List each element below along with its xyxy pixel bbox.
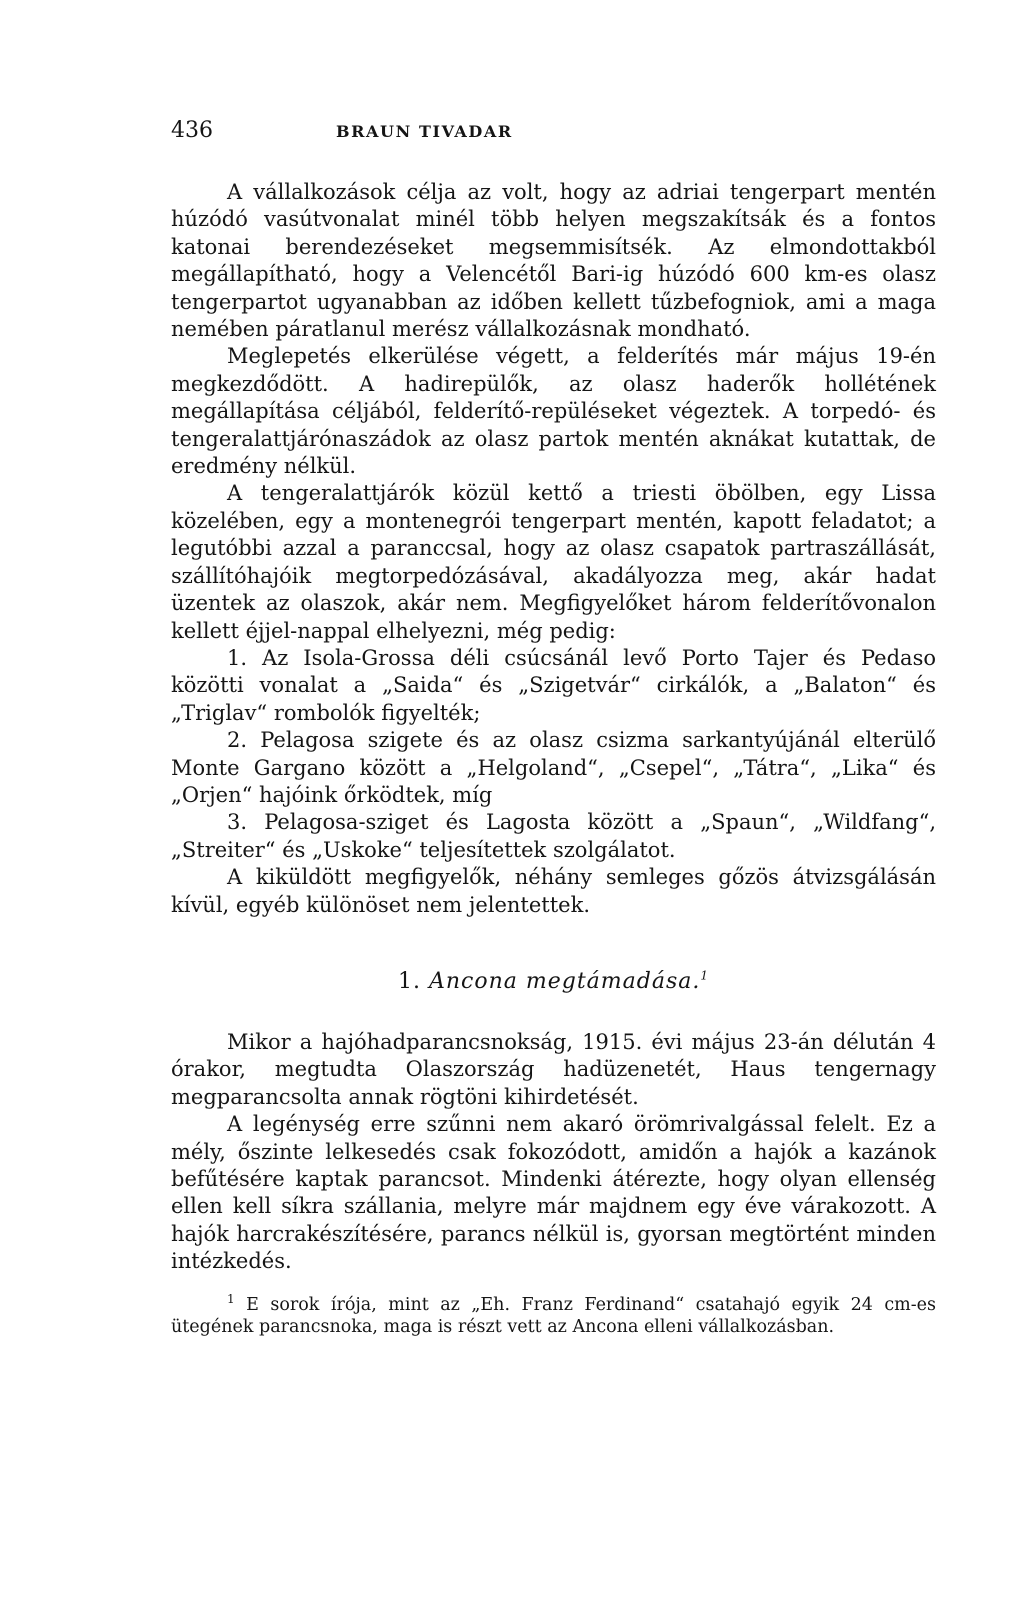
footnote: [171, 1291, 936, 1338]
paragraph: Mikor a hajóhadparancsnokság, 1915. évi május 23-án délután 4 órakor, megtudta Olaszország hadüzenetét, Haus tengernagy megparancsolta annak rögtöni kihirdetését.: [171, 1029, 936, 1109]
paragraph: Meglepetés elkerülése végett, a felderítés már május 19-én megkezdődött. A hadirepülők, az olasz haderők hollétének megállapítása céljából, felderítő-repüléseket végeztek. A torpedó- és tengeralattjárónaszádok az olasz partok mentén aknákat kutattak, de eredmény nélkül.: [171, 344, 936, 479]
paragraph: A kiküldött megfigyelők, néhány semleges gőzös átvizsgálásán kívül, egyéb különöset nem jelentettek.: [171, 865, 936, 917]
footnote-text: E sorok írója, mint az „Eh. Franz Ferdinand“ csatahajó egyik 24 cm-es ütegének parancsnoka, maga is részt vett az Ancona elleni vállalkozásban.: [171, 1294, 936, 1337]
footnote-mark: 1: [227, 1291, 235, 1306]
page-number: 436: [171, 118, 213, 143]
paragraph: A legénység erre szűnni nem akaró örömrivalgással felelt. Ez a mély, őszinte lelkesedés csak fokozódott, amidőn a hajók a kazánok befűtésére kaptak parancsot. Mindenki átérezte, hogy olyan ellenség ellen kell síkra szállania, melyre már majdnem egy éve várakozott. A hajók harcrakészítésére, parancs nélkül is, gyorsan megtörtént minden intézkedés.: [171, 1112, 936, 1274]
list-item: 3. Pelagosa-sziget és Lagosta között a „Spaun“, „Wildfang“, „Streiter“ és „Uskoke“ teljesítettek szolgálatot.: [171, 810, 936, 862]
book-page: [171, 118, 936, 1338]
list-item: 2. Pelagosa szigete és az olasz csizma sarkantyújánál elterülő Monte Gargano között a „Helgoland“, „Csepel“, „Tátra“, „Lika“ és „Orjen“ hajóink őrködtek, míg: [171, 728, 936, 807]
footnote-spacer: [171, 1276, 936, 1294]
page-header: [171, 118, 936, 143]
section-number: 1.: [397, 968, 421, 994]
footnote-reference: 1: [700, 968, 710, 983]
running-head: BRAUN TIVADAR: [336, 122, 513, 141]
section-heading: [171, 969, 936, 994]
paragraph: A vállalkozások célja az volt, hogy az adriai tengerpart mentén húzódó vasútvonalat minél több helyen megszakítsák és a fontos katonai berendezéseket megsemmisítsék. Az elmondottakból megállapítható, hogy a Velencétől Bari-ig húzódó 600 km-es olasz tengerpartot ugyanabban az időben kellett tűzbefogniok, ami a maga nemében páratlanul merész vállalkozásnak mondható.: [171, 180, 936, 342]
list-item: 1. Az Isola-Grossa déli csúcsánál levő Porto Tajer és Pedaso közötti vonalat a „Saida“ és „Szigetvár“ cirkálók, a „Balaton“ és „Triglav“ rombolók figyelték;: [171, 645, 936, 725]
paragraph: A tengeralattjárók közül kettő a triesti öbölben, egy Lissa közelében, egy a montenegrói tengerpart mentén, kapott feladatot; a legutóbbi azzal a paranccsal, hogy az olasz csapatok partraszállását, szállítóhajóik megtorpedózásával, akadályozza meg, akár hadat üzentek az olaszok, akár nem. Megfigyelőket három felderítővonalon kellett éjjel-nappal elhelyezni, még pedig:: [171, 481, 936, 643]
body-text-after: [171, 1029, 936, 1276]
body-text-before: [171, 179, 936, 919]
section-title-text: Ancona megtámadása.: [428, 968, 701, 994]
